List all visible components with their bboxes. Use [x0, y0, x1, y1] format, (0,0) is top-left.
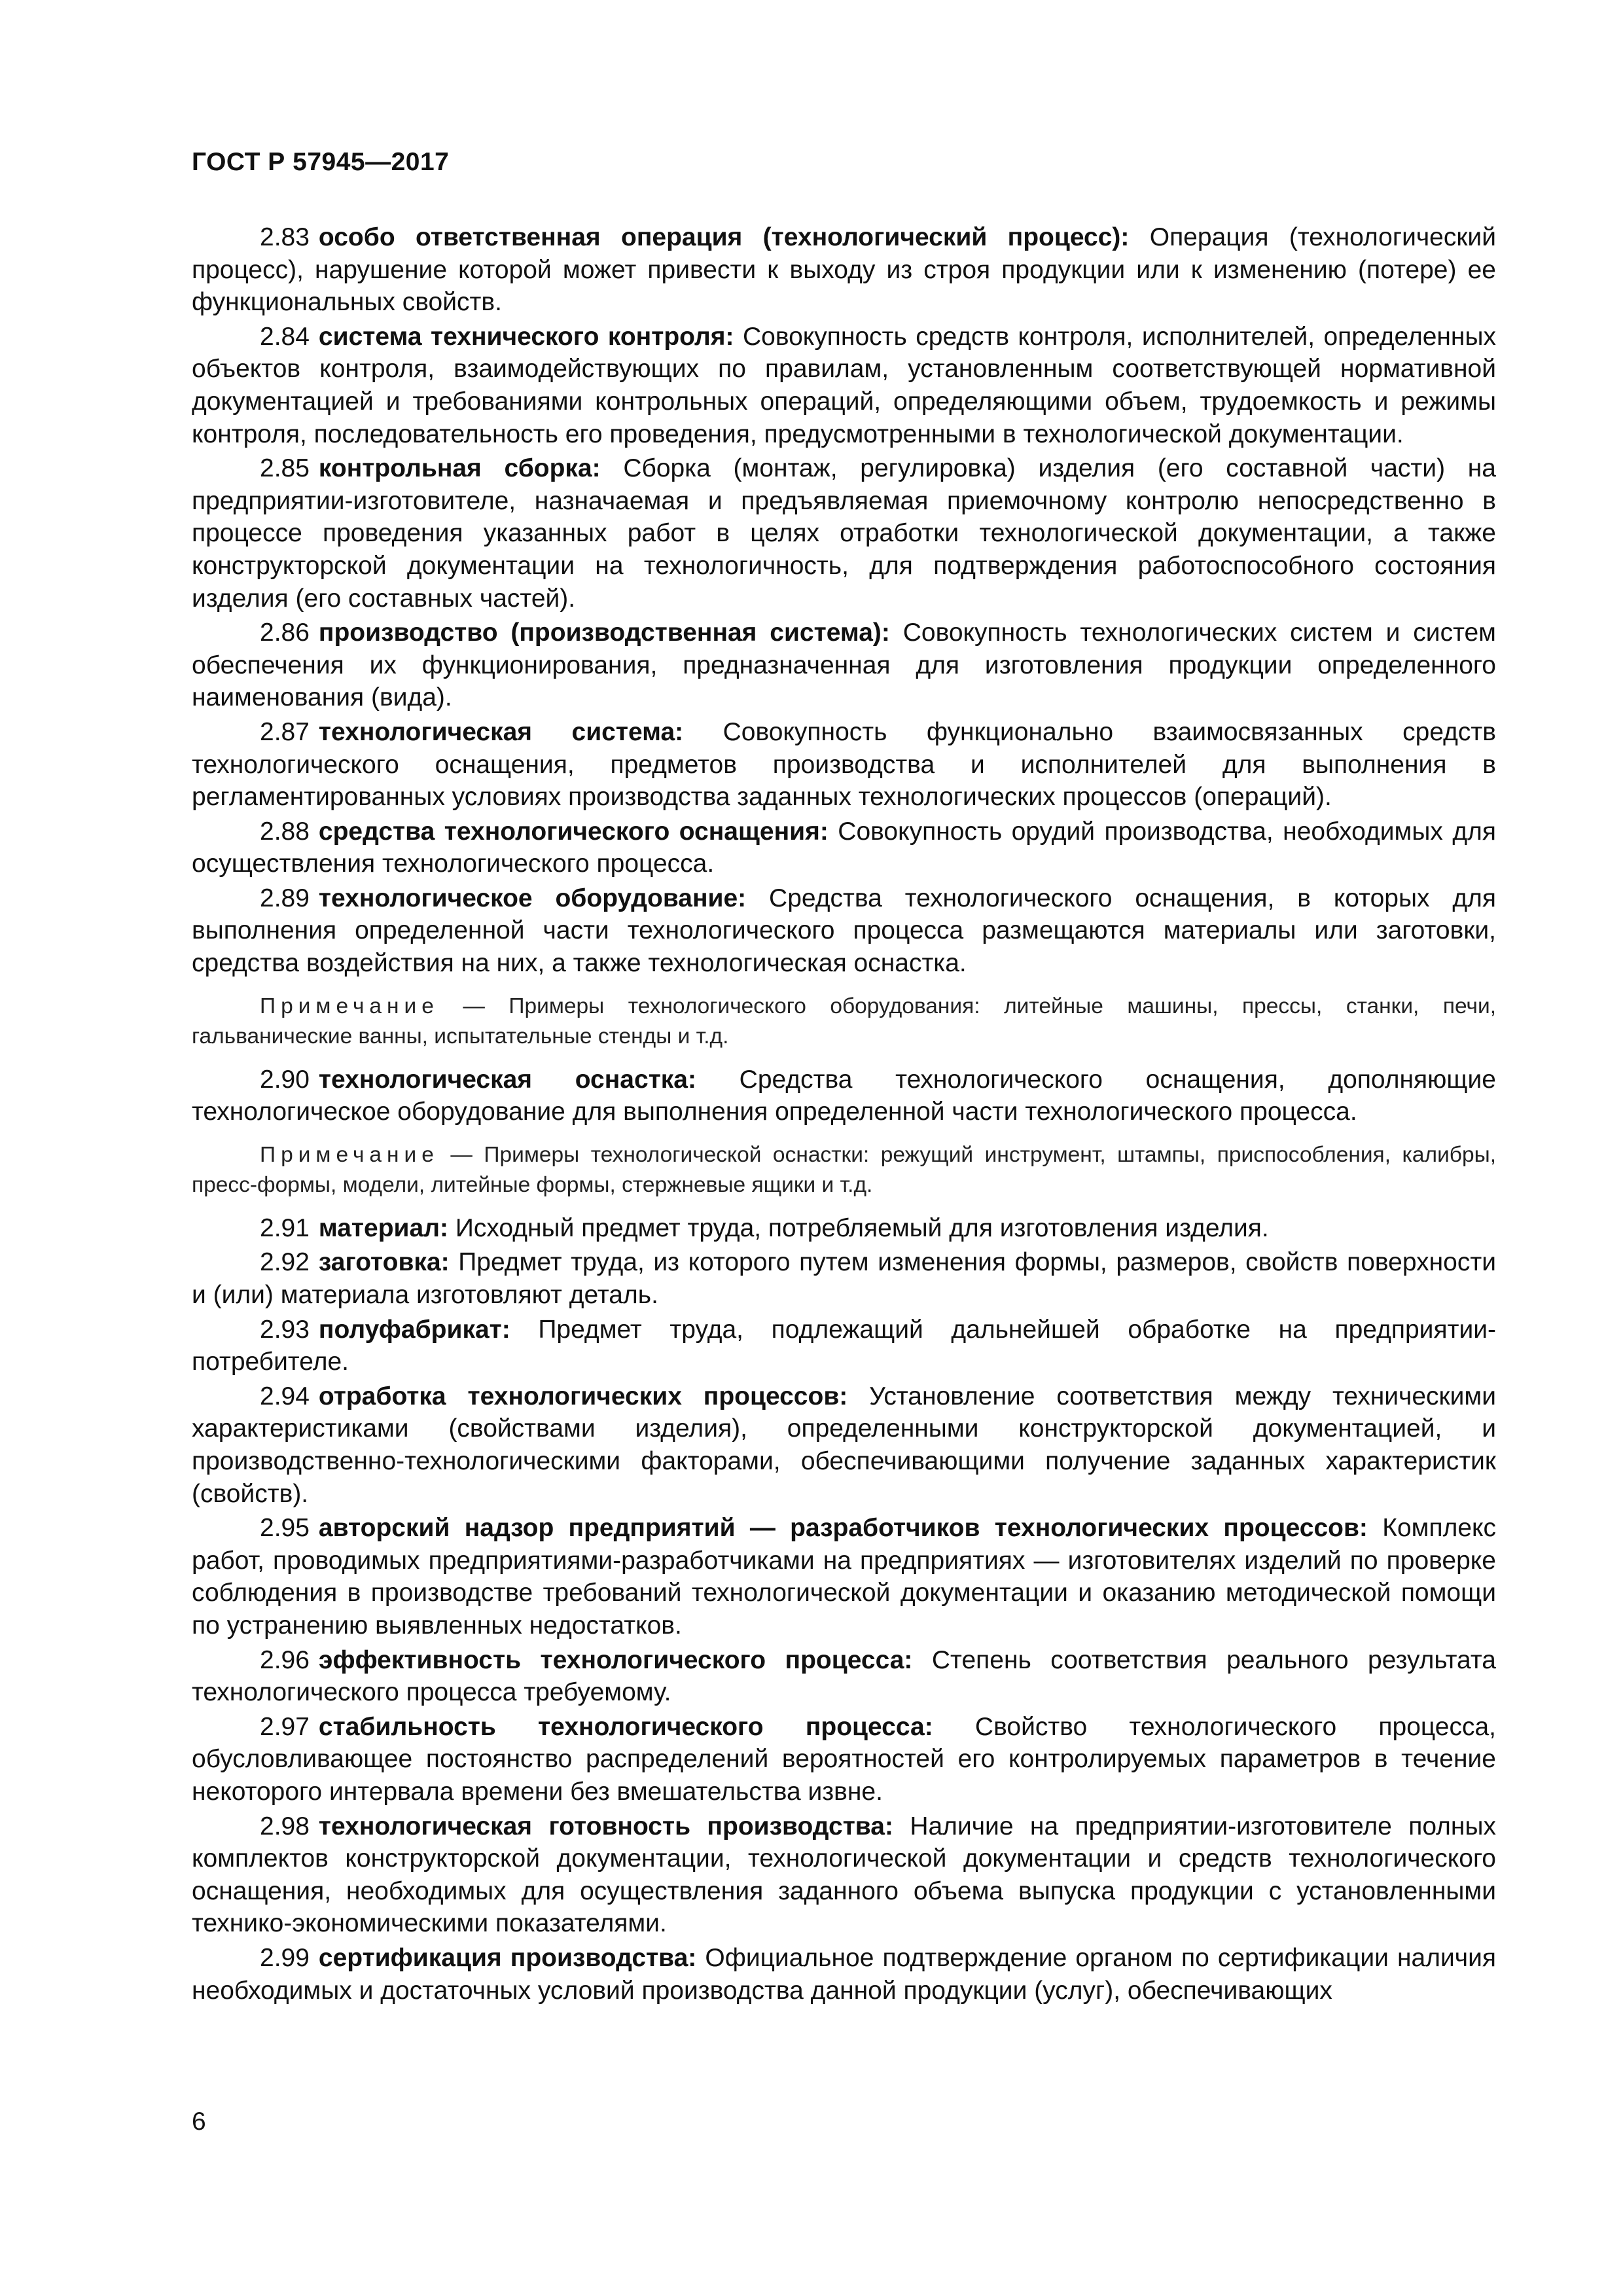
entry-term: технологическое оборудование:: [318, 884, 747, 912]
entry-definition: Средства технологического оснащения, в которых для выполнения определенной части технологического процесса размещаются материалы или заготовки, средства воздействия на них, а также технологическая оснастка.: [192, 884, 1496, 978]
note-text: — Примеры технологической оснастки: режущий инструмент, штампы, приспособления, калибры, пресс-формы, модели, литейные формы, стержневые ящики и т.д.: [192, 1142, 1496, 1197]
entry-term: особо ответственная операция (технологический процесс):: [318, 223, 1130, 251]
definition-entry: [192, 321, 1496, 450]
entry-definition: Средства технологического оснащения, дополняющие технологическое оборудование для выполнения определенной части технологического процесса.: [192, 1065, 1496, 1126]
entry-number: 2.86: [260, 619, 310, 647]
entry-term: технологическая готовность производства:: [318, 1812, 893, 1840]
entry-definition: Операция (технологический процесс), нарушение которой может привести к выходу из строя продукции или к изменению (потере) ее функциональных свойств.: [192, 223, 1496, 317]
entry-term: отработка технологических процессов:: [318, 1382, 848, 1410]
entry-term: стабильность технологического процесса:: [318, 1712, 933, 1741]
entry-number: 2.83: [260, 223, 310, 251]
note-text: — Примеры технологического оборудования: литейные машины, прессы, станки, печи, гальванические ванны, испытательные стенды и т.д.: [192, 994, 1496, 1049]
entry-term: сертификация производства:: [318, 1943, 697, 1972]
definition-entry: [192, 1711, 1496, 1808]
definition-entry: [192, 1314, 1496, 1378]
note: [192, 1140, 1496, 1200]
entry-definition: Комплекс работ, проводимых предприятиями-разработчиками на предприятиях — изготовителях изделий по проверке соблюдения в производстве требований технологической документации и оказанию методической помощи по устранению выявленных недостатков.: [192, 1514, 1497, 1640]
entry-number: 2.97: [260, 1712, 310, 1741]
entry-term: авторский надзор предприятий — разработчиков технологических процессов:: [318, 1514, 1368, 1543]
entry-definition: Свойство технологического процесса, обусловливающее постоянство распределений вероятностей его контролируемых параметров в течение некоторого интервала времени без вмешательства извне.: [192, 1712, 1497, 1806]
definition-entry: [192, 617, 1496, 714]
definition-entry: [192, 1380, 1496, 1510]
entry-number: 2.84: [260, 322, 310, 351]
definition-entry: [192, 1246, 1496, 1311]
entry-term: система технического контроля:: [318, 322, 734, 351]
definition-entry: [192, 1644, 1496, 1709]
entry-definition: Степень соответствия реального результата технологического процесса требуемому.: [192, 1645, 1496, 1707]
entry-definition: Совокупность функционально взаимосвязанных средств технологического оснащения, предметов производства и исполнителей для выполнения в регламентированных условиях производства заданных технологических процессов (операций).: [192, 717, 1496, 812]
entry-number: 2.87: [260, 717, 310, 746]
definition-entry: [192, 1942, 1496, 2007]
definition-entry: [192, 1212, 1496, 1245]
entry-number: 2.91: [260, 1213, 310, 1242]
entry-term: технологическая система:: [318, 717, 684, 746]
note: [192, 992, 1496, 1052]
entry-number: 2.98: [260, 1812, 310, 1840]
entry-definition: Совокупность технологических систем и систем обеспечения их функционирования, предназначенная для изготовления продукции определенного наименования (вида).: [192, 619, 1496, 712]
entry-definition: Исходный предмет труда, потребляемый для изготовления изделия.: [448, 1213, 1269, 1242]
entry-definition: Совокупность орудий производства, необходимых для осуществления технологического процесса.: [192, 817, 1496, 878]
definition-entry: [192, 452, 1496, 615]
entry-definition: Предмет труда, подлежащий дальнейшей обработке на предприятии-потребителе.: [192, 1315, 1496, 1376]
entry-term: средства технологического оснащения:: [318, 817, 829, 846]
entry-number: 2.96: [260, 1645, 310, 1674]
page-number: 6: [192, 2108, 206, 2136]
entry-number: 2.85: [260, 454, 310, 483]
definition-entry: [192, 882, 1496, 980]
entry-number: 2.94: [260, 1382, 310, 1410]
definition-entry: [192, 1064, 1496, 1128]
standard-header: ГОСТ Р 57945—2017: [192, 148, 450, 176]
entry-term: контрольная сборка:: [318, 454, 601, 483]
entry-term: материал:: [318, 1213, 448, 1242]
entry-definition: Официальное подтверждение органом по сертификации наличия необходимых и достаточных условий производства данной продукции (услуг), обеспечивающих: [192, 1943, 1496, 2005]
note-label: Примечание: [260, 1142, 439, 1167]
note-label: Примечание: [260, 994, 439, 1018]
entry-number: 2.92: [260, 1248, 310, 1277]
entry-term: полуфабрикат:: [318, 1315, 510, 1344]
entry-term: технологическая оснастка:: [318, 1065, 696, 1094]
entry-number: 2.99: [260, 1943, 310, 1972]
entry-definition: Сборка (монтаж, регулировка) изделия (его составной части) на предприятии-изготовителе, назначаемая и предъявляемая приемочному контролю непосредственно в процессе проведения указанных работ в целях отработки технологической документации, а также конструкторской документации на технологичность, для подтверждения работоспособного состояния изделия (его составных частей).: [192, 454, 1496, 613]
entry-definition: Совокупность средств контроля, исполнителей, определенных объектов контроля, взаимодействующих по правилам, установленным соответствующей нормативной документацией и требованиями контрольных операций, определяющими объем, трудоемкость и режимы контроля, последовательность его проведения, предусмотренными в технологической документации.: [192, 322, 1497, 448]
definition-entry: [192, 1512, 1496, 1641]
entry-number: 2.90: [260, 1065, 310, 1094]
entry-number: 2.95: [260, 1514, 310, 1543]
entry-definition: Предмет труда, из которого путем изменения формы, размеров, свойств поверхности и (или) материала изготовляют деталь.: [192, 1248, 1496, 1310]
document-body: [192, 221, 1496, 2009]
entry-number: 2.89: [260, 884, 310, 912]
entry-term: производство (производственная система):: [318, 619, 890, 647]
definition-entry: [192, 716, 1496, 814]
entry-number: 2.93: [260, 1315, 310, 1344]
definition-entry: [192, 1810, 1496, 1940]
entry-definition: Установление соответствия между техническими характеристиками (свойствами изделия), определенными конструкторской документацией, и производственно-технологическими факторами, обеспечивающими получение заданных характеристик (свойств).: [192, 1382, 1496, 1508]
definition-entry: [192, 816, 1496, 880]
entry-definition: Наличие на предприятии-изготовителе полных комплектов конструкторской документации, технологической документации и средств технологического оснащения, необходимых для осуществления заданного объема выпуска продукции с установленными технико-экономическими показателями.: [192, 1812, 1496, 1938]
entry-term: эффективность технологического процесса:: [318, 1645, 913, 1674]
entry-number: 2.88: [260, 817, 310, 846]
definition-entry: [192, 221, 1496, 319]
entry-term: заготовка:: [318, 1248, 450, 1277]
